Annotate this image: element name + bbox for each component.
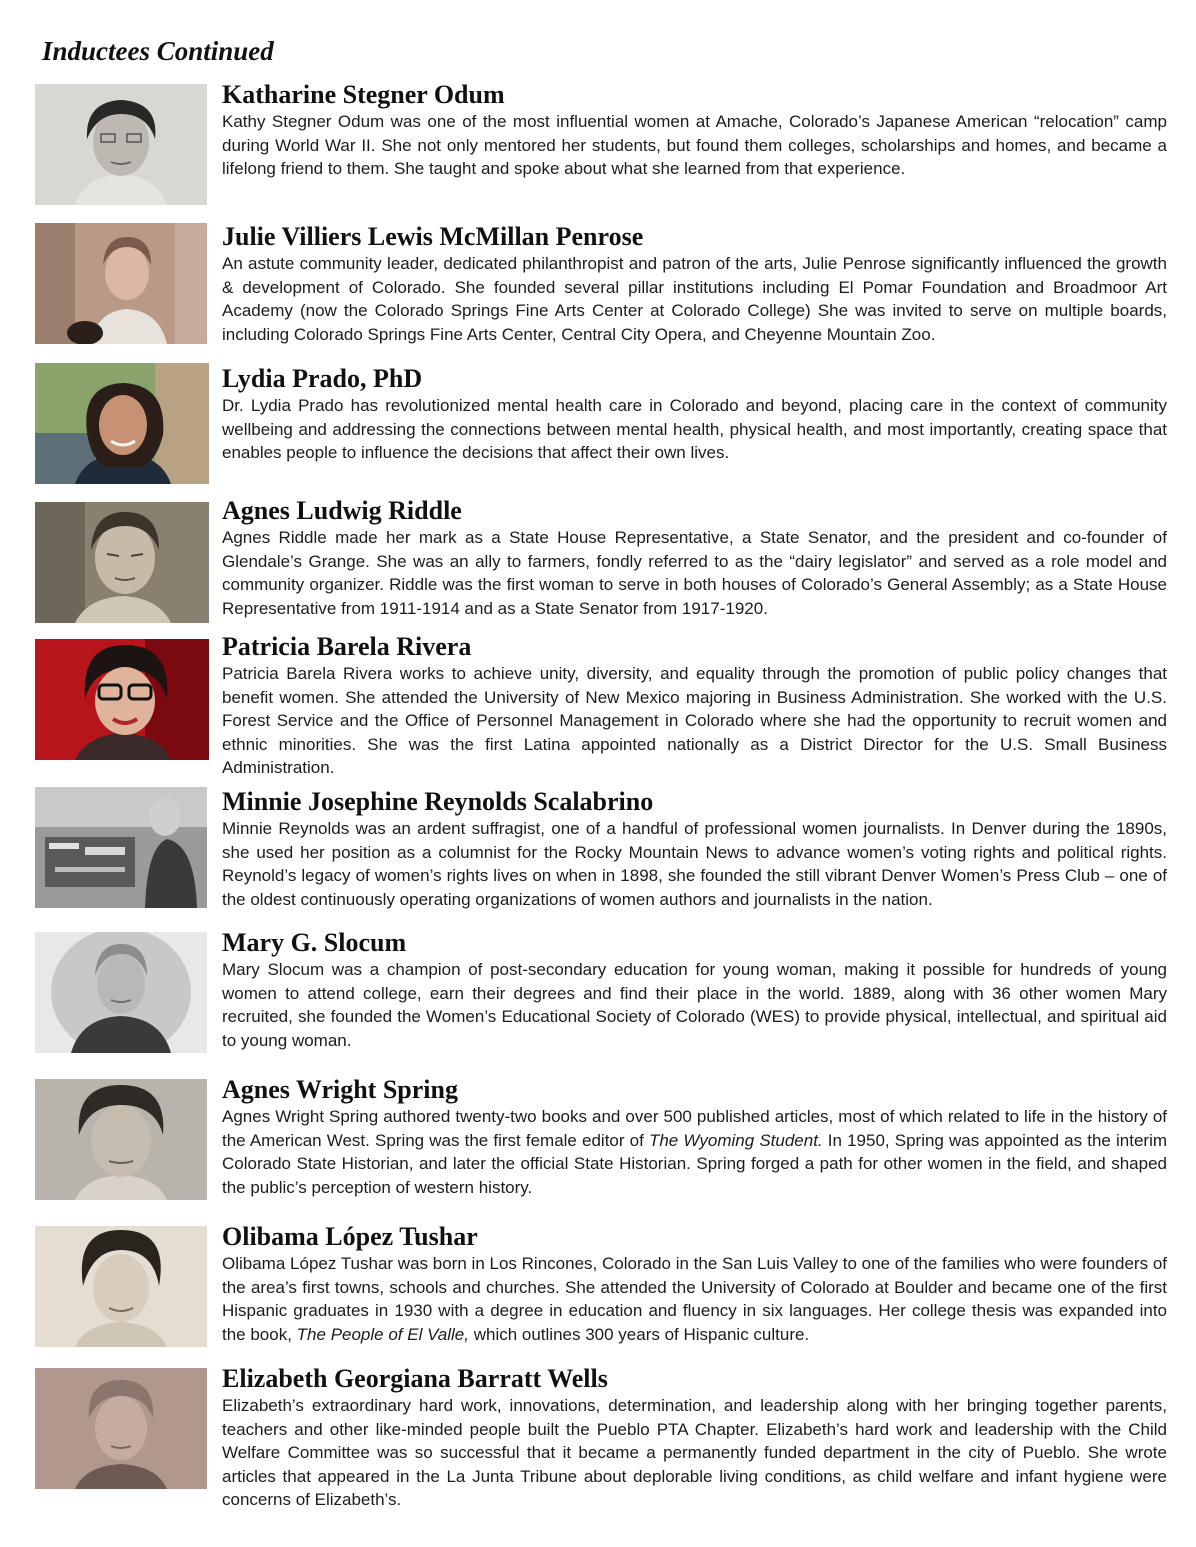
- inductee-name: Julie Villiers Lewis McMillan Penrose: [222, 222, 644, 251]
- portrait-photo-riddle: [35, 502, 209, 623]
- portrait-photo-rivera: [35, 639, 209, 760]
- inductee-bio: Mary Slocum was a champion of post-secondary education for young woman, making it possible for hundreds of young women to attend college, earn their degrees and find their place in the world. 1889, along with 36 other women Mary recruited, she founded the Women’s Educational Society of Colorado (WES) to provide physical, intellectual, and spiritual aid to young woman.: [222, 960, 1167, 1050]
- inductee-name: Minnie Josephine Reynolds Scalabrino: [222, 787, 654, 816]
- portrait-photo-penrose: [35, 223, 207, 344]
- inductee-bio: Olibama López Tushar was born in Los Rincones, Colorado in the San Luis Valley to one of the families who were founders of the area’s first towns, schools and churches. She attended the University of Colorado at Boulder and became one of the first Hispanic graduates in 1930 with a degree in education and fluency in six languages. Her college thesis was expanded into the book, The People of El Valle, which outlines 300 years of Hispanic culture.: [222, 1254, 1167, 1344]
- inductee-name: Agnes Ludwig Riddle: [222, 496, 462, 525]
- portrait-photo-odum: [35, 84, 207, 205]
- inductee-name: Elizabeth Georgiana Barratt Wells: [222, 1364, 608, 1393]
- inductee-bio: Agnes Riddle made her mark as a State House Representative, a State Senator, and the president and co-founder of Glendale’s Grange. She was an ally to farmers, fondly referred to as the “dairy legislator” and served as a role model and community organizer. Riddle was the first woman to serve in both houses of Colorado’s General Assembly; as a State House Representative from 1911-1914 and as a State Senator from 1917-1920.: [222, 528, 1167, 618]
- inductee-bio: Elizabeth’s extraordinary hard work, innovations, determination, and leadership along with her bringing together parents, teachers and other like-minded people built the Pueblo PTA Chapter. Elizabeth’s hard work and leadership with the Child Welfare Committee was so successful that it became a permanently funded department in the city of Pueblo. She wrote articles that appeared in the La Junta Tribune about deplorable living conditions, as child welfare and infant hygiene were concerns of Elizabeth’s.: [222, 1396, 1167, 1509]
- inductee-bio: Kathy Stegner Odum was one of the most influential women at Amache, Colorado’s Japanese American “relocation” camp during World War II. She not only mentored her students, but found them colleges, scholarships and homes, and became a lifelong friend to them. She taught and spoke about what she learned from that experience.: [222, 112, 1167, 178]
- portrait-photo-scalabrino: [35, 787, 207, 908]
- inductee-name: Patricia Barela Rivera: [222, 632, 472, 661]
- inductee-bio: An astute community leader, dedicated philanthropist and patron of the arts, Julie Penrose significantly influenced the growth & development of Colorado. She founded several pillar institutions including El Pomar Foundation and Broadmoor Art Academy (now the Colorado Springs Fine Arts Center at Colorado College) She was invited to serve on multiple boards, including Colorado Springs Fine Arts Center, Central City Opera, and Cheyenne Mountain Zoo.: [222, 254, 1167, 344]
- portrait-photo-tushar: [35, 1226, 207, 1347]
- inductee-name: Agnes Wright Spring: [222, 1075, 458, 1104]
- inductee-name: Mary G. Slocum: [222, 928, 407, 957]
- inductee-name: Katharine Stegner Odum: [222, 80, 505, 109]
- inductee-name: Olibama López Tushar: [222, 1222, 478, 1251]
- portrait-photo-spring: [35, 1079, 207, 1200]
- portrait-photo-wells: [35, 1368, 207, 1489]
- inductee-bio: Minnie Reynolds was an ardent suffragist, one of a handful of professional women journalists. In Denver during the 1890s, she used her position as a columnist for the Rocky Mountain News to advance women’s voting rights and political rights. Reynold’s legacy of women’s rights lives on when in 1898, she founded the still vibrant Denver Women’s Press Club – one of the oldest continuously operating organizations of women authors and journalists in the nation.: [222, 819, 1167, 909]
- portrait-photo-slocum: [35, 932, 207, 1053]
- inductee-bio: Dr. Lydia Prado has revolutionized mental health care in Colorado and beyond, placing care in the context of community wellbeing and addressing the connections between mental health, physical health, and most importantly, creating space that enables people to influence the decisions that affect their own lives.: [222, 396, 1167, 462]
- portrait-photo-prado: [35, 363, 209, 484]
- inductee-bio: Patricia Barela Rivera works to achieve unity, diversity, and equality through the promotion of public policy changes that benefit women. She attended the University of New Mexico majoring in Business Administration. She worked with the U.S. Forest Service and the Office of Personnel Management in Colorado where she had the opportunity to recruit women and ethnic minorities. She was the first Latina appointed nationally as a District Director for the U.S. Small Business Administration.: [222, 664, 1167, 777]
- page-heading: Inductees Continued: [42, 36, 274, 66]
- inductee-name: Lydia Prado, PhD: [222, 364, 423, 393]
- inductee-bio: Agnes Wright Spring authored twenty-two books and over 500 published articles, most of which related to life in the history of the American West. Spring was the first female editor of The Wyoming Student. In 1950, Spring was appointed as the interim Colorado State Historian, and later the official State Historian. Spring forged a path for other women in the field, and shaped the public’s perception of western history.: [222, 1107, 1168, 1197]
